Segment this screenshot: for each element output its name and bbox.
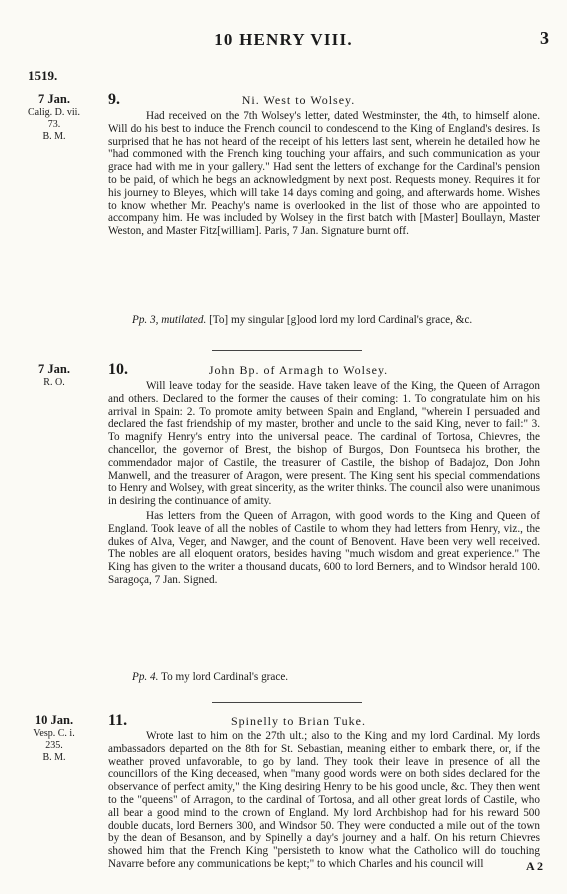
entry-date: 7 Jan. [38, 92, 70, 106]
body-paragraph: Will leave today for the seaside. Have taken leave of the King, the Queen of Arragon and others. Declared to the former the causes of their coming: 1. To congratulate him on his arrival in Spain: 2. To promote amity between Spain and England, "wherein I persuaded and declared the fast friendship of my master, brother and uncle to the said King, never to fail:" 3. To magnify Henry's entry into the universal peace. The cardinal of Tortosa, Chievres, the chancellor, the governor of Brest, the bishop of Burgos, Don Fountseca his brother, the commendador major of Castile, the treasurer of Castile, the bishop of Badajoz, Don John Manwell, and the treasurer of Aragon, were present. The King sent his special commendations to Henry and Wolsey, with great sincerity, as the writer thinks. The council also were unanimous in desiring the continuance of amity. [108, 380, 540, 508]
entry-number: 9. [108, 91, 120, 108]
source-ref: Vesp. C. i. [33, 728, 75, 739]
entry-body [108, 730, 540, 870]
source-ref: B. M. [42, 752, 66, 763]
source-ref: 235. [45, 740, 63, 751]
page-header [0, 28, 567, 52]
source-ref: Calig. D. vii. [28, 107, 80, 118]
entry-title: John Bp. of Armagh to Wolsey. [208, 363, 389, 377]
note-lead: Pp. 3, mutilated. [132, 314, 207, 326]
entry-note [108, 671, 540, 684]
entry-body [108, 380, 540, 587]
entry-number: 11. [108, 712, 128, 729]
source-ref: R. O. [43, 377, 65, 388]
page-number: 3 [540, 28, 549, 48]
section-divider [212, 350, 362, 351]
running-title: 10 HENRY VIII. [214, 30, 353, 49]
body-paragraph: Wrote last to him on the 27th ult.; also to the King and my lord Cardinal. My lords ambassadors departed on the 8th for St. Sebastian, meaning either to embark there, or, if the weather proved unfavorable, to go by land. They took their leave in presence of all the councillors of the King deceased, when "many good words were on both sides declared for the observance of perfect amity," the King desiring Henry to be his good uncle, &c. They then went to the "queens" of Arragon, to the cardinal of Tortosa, and all other great lords of Castile, who all bear a good mind to the crown of England. My lord Archbishop had for his reward 500 double ducats, lord Berners 300, and Windsor 50. They were conducted a mile out of the town by the dean of Besanson, and by Spinelly a day's journey and a half. On his return Chievres showed him that the French King "persisteth to know what the Catholico will do touching Navarre before any communications be kept;" to which Charles and his council will [108, 730, 540, 870]
body-paragraph: Has letters from the Queen of Arragon, with good words to the King and Queen of England. Took leave of all the nobles of Castile to whom they had letters from Henry, viz., the dukes of Alva, Veger, and Nawger, and the count of Benovent. Have been very well received. The nobles are all eloquent orators, besides having "much wisdom and great experience." The King has given to the writer a thousand ducats, 600 to lord Berners, and to Windsor herald 100. Saragoça, 7 Jan. Signed. [108, 509, 540, 586]
entry-date: 10 Jan. [34, 713, 74, 727]
note-text: To my lord Cardinal's grace. [161, 671, 289, 683]
entry-title: Ni. West to Wolsey. [241, 93, 356, 107]
section-divider [212, 702, 362, 703]
signature-mark: A 2 [525, 859, 543, 873]
source-ref: B. M. [42, 131, 66, 142]
entry-date: 7 Jan. [38, 362, 70, 376]
entry-number: 10. [108, 361, 128, 378]
entry-body [108, 110, 540, 238]
note-lead: Pp. 4. [132, 671, 159, 683]
year-heading: 1519. [28, 68, 58, 83]
entry-title: Spinelly to Brian Tuke. [230, 714, 366, 728]
body-paragraph: Had received on the 7th Wolsey's letter, dated Westminster, the 4th, to himself alone. Will do his best to induce the French council to condescend to the King of England's desires. Is surprised that he has not heard of the receipt of his letters last sent, wherein he detailed how he "had commoned with the French king touching your affairs, and such communication as your grace had with me in your gallery." Had sent the letters of exchange for the Cardinal's pension to be paid, of which he begs an acknowledgment by next post. Requests money. Requires it for his journey to Bleyes, which will take 14 days coming and going, and afterwards home. Wishes to know whether Mr. Peachy's name is overlooked in the list of those who are appointed to accompany him. He was included by Wolsey in the first batch with [Master] Boullayn, Master Weston, and Master Fitz[william]. Paris, 7 Jan. Signature burnt off. [108, 110, 540, 238]
source-ref: 73. [47, 119, 61, 130]
entry-note [108, 314, 540, 327]
note-text: [To] my singular [g]ood lord my lord Cardinal's grace, &c. [209, 314, 473, 326]
